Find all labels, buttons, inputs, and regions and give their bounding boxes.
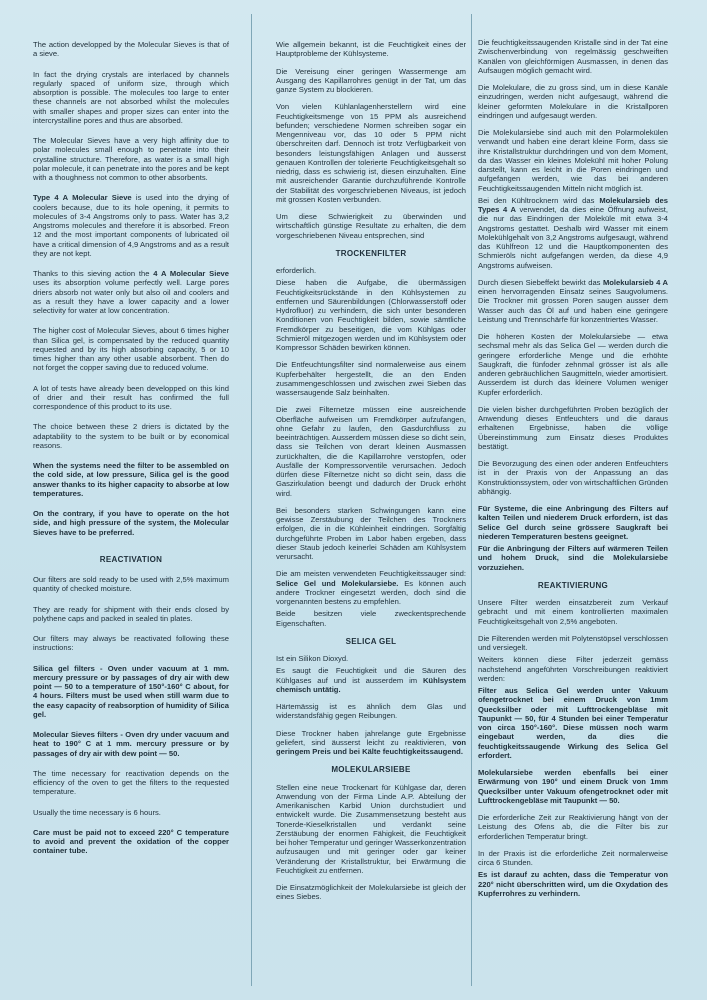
paragraph-text: Diese Trockner haben jahrelange gute Ergebnisse geliefert, sind äusserst leicht zu reaktivieren, [276,728,466,747]
paragraph-bold: Für Systeme, die eine Anbringung des Filters auf kalten Teilen und niederem Druck erfordern, ist das Selice Gel durch seine grössere Saugkraft bei niederen Temperaturen bestens geeignet. [478,504,668,541]
bold-term: Type 4 A Molecular Sieve [33,193,132,203]
paragraph: Our filters are sold ready to be used with 2,5% maximum quantity of checked moisture. [33,575,229,594]
paragraph [478,278,668,324]
paragraph: Die Bevorzugung des einen oder anderen Entfeuchters ist in der Praxis von der Anpassung an das Konstruktionssystem, oder von wirtschaftlichen Gründen abhängig. [478,459,668,496]
paragraph-text: verwendet, da dies eine Öffnung aufweist, die nur das Eindringen der Moleküle mit etwa 3-4 Angstroms gestattet. Deshalb wird Wasser mit einem Molekühlgehalt von 3,2 Angstroms aufgesaugt, während das Kühlfreon 12 und die Hauptkomponenten des Schmieröls nicht aufgefangen werden, da diese 4,9 Angstroms aufweisen. [478,205,669,270]
paragraph: The action developped by the Molecular Sieves is that of a sieve. [33,40,229,59]
paragraph-text: Die am meisten verwendeten Feuchtigkeitssauger sind: [276,569,466,579]
paragraph [276,569,466,606]
paragraph: Von vielen Kühlanlagenherstellern wird eine Feuchtigkeitsmenge von 15 PPM als ausreichend befunden; verschiedene Normen schreiben sogar ein Mengenniveau vor, das 10 oder 5 PPM nicht überschreiten darf. Dennoch ist trotz Verfügbarkeit von besonders leistungsfähigen Anlagen und äusserst genauen Kontrollen der tolerierte Feuchtigkeitsgehalt so niedrig, dass es schwierig ist, diesen einzuhalten. Eine mit ausreichender Garantie durchzuführende Kontrolle der Stabilität des vorgeschriebenen Niveaus, ist jedoch mit grossen Kosten verbunden. [276,102,466,204]
paragraph: The time necessary for reactivation depends on the efficiency of the oven to get the filters to the requested temperature. [33,768,229,797]
paragraph: Die Molekularsiebe sind auch mit den Polarmolekülen verwandt und haben eine derart kleine Form, dass sie ihre Kristallstruktur durchdringen und von dem Moment, da das Wasser ein kleines Molekühl mit hoher Polung darstellt, kann es leicht in die Poren eindringen und aufgefangen werden, wie das bei anderen Feuchtigkeitssaugenden Mitteln nicht möglich ist. [478,128,668,193]
paragraph: Die vielen bisher durchgeführten Proben bezüglich der Anwendung dieses Entfeuchters und die daraus erhaltenen Ergebnisse, haben die völlige Übereinstimmung zum Einsatz dieses Produktes bestätigt. [478,404,668,451]
paragraph-bold: Silica gel filters - Oven under vacuum at 1 mm. mercury pressure or by passages of dry air with dew point — 50 to a temperature of 150°-160° C about, for 4 hours. Filters must be used when still warm due to the easy capacity of reabsorption of humidity of Silica gel. [33,663,229,719]
paragraph-bold: Für die Anbringung der Filters auf wärmeren Teilen und hohem Druck, sind die Molekularsiebe vorzuziehen. [478,544,668,572]
paragraph: Weiters können diese Filter jederzeit gemäss nachstehend angeführten Vorschreibungen reaktiviert werden: [478,655,668,683]
paragraph: Diese haben die Aufgabe, die übermässigen Feuchtigkeitsrückstände in den Kühlsystemen zu entfernen und Säurenbildungen (Chlorwasserstoff oder Hydrofluor) zu verhindern, die sich unter besonderen Konditionen von Feuchtigkeit bilden, sowie sämtliche Fremdkörper zu beseitigen, die vom Kühlgas oder Schmieröl mitgezogen werden und im Kühlsystem oder Kompressor Schäden bewirken können. [276,278,466,352]
paragraph: Bei besonders starken Schwingungen kann eine gewisse Zerstäubung der Teilchen des Trockners erfolgen, die in die Kühleinheit eindringen. Sorgfältig durchgeführte Proben im Labor haben ergeben, dass dieser Staub jedoch keinerlei Schäden am Kühlsystem verursacht. [276,505,466,561]
bold-term: 4 A Molecular Sieve [153,269,230,278]
paragraph-bold: Es ist darauf zu achten, dass die Temperatur von 220° nicht überschritten wird, um die Oxydation des Kupferrohres zu verhindern. [478,870,668,898]
paragraph-text: einen hervorragenden Einsatz seines Saugvolumens. Die Trockner mit grossen Poren saugen ausser dem Wasser auch das Öl auf und haben eine geringere Leistung und Trennschärfe für konzentriertes Wasser. [478,287,668,324]
paragraph: Die Molekulare, die zu gross sind, um in diese Kanäle einzudringen, werden nicht aufgesaugt, während die kleiner geformten Molekulare in die Kristallporen eindringen und aufgesaugt werden. [478,83,668,120]
section-heading-molekularsiebe: MOLEKULARSIEBE [331,765,411,775]
section-heading-reactivation: REACTIVATION [99,554,163,564]
paragraph-bold: On the contrary, if you have to operate on the hot side, and high pressure of the system, the Molecular Sieves have to be preferred. [33,509,229,537]
paragraph [33,269,229,315]
paragraph-text: Durch diesen Siebeffekt bewirkt das [478,277,603,287]
paragraph: Die feuchtigkeitssaugenden Kristalle sind in der Tat eine Zwischenverbindung von regelmässig geschweiften Kanälen von gleichförmigen Ausmassen, in denen das Aufsaugen möglich gemacht wird. [478,38,668,75]
paragraph-bold: When the systems need the filter to be assembled on the cold side, at low pressure, Silica gel is the good answer thanks to its higher capacity to absorbe at low temperatures. [33,461,229,498]
paragraph: Our filters may always be reactivated following these instructions: [33,634,229,653]
section-heading-silica-gel: SELICA GEL [345,636,397,646]
paragraph: Um diese Schwierigkeit zu überwinden und wirtschaftlich günstige Resultate zu erhalten, die dem vorgeschriebenen Niveau entsprechen, sind [276,212,466,240]
section-heading-reaktivierung: REAKTIVIERUNG [537,580,609,590]
german-column-middle [276,40,466,910]
paragraph: Die Entfeuchtungsfilter sind normalerweise aus einem Kupferbehälter hergestellt, die an den Enden zusammengeschlossen und zwischen zwei Sieben das wassersaugende Salz beinhalten. [276,360,466,397]
paragraph-text: Bei den Kühltrocknern wird das [478,195,600,205]
paragraph: Die zwei Filternetze müssen eine ausreichende Oberfläche aufweisen um Fremdkörper aufzufangen, ohne Gefahr zu laufen, den Gasdurchfluss zu beeinträchtigen. Ausserdem müssen diese so dicht sein, dass sie Teilchen von derart kleinen Ausmassen zurückhalten, die die Kapillarrohre verstopfen, oder Ausfälle der Kompressorventile verursachen. Jedoch dürfen diese Filternetze nicht so dicht sein, dass die Gaszirkulation beengt und dadurch der Druck erhöht wird. [276,405,466,498]
paragraph [478,196,668,270]
paragraph: Die höheren Kosten der Molekularsiebe — etwa sechsmal mehr als das Selica Gel — werden durch die geringere erforderliche Menge und die erhöhte Saugkraft, die fünfoder zehnmal grösser ist als alle anderen gebräuchlichen Saugmitteln, wieder amortisiert. Ausserdem ist durch das kleinere Volumen weniger Kupfer erforderlich. [478,332,668,397]
paragraph: Härtemässig ist es ähnlich dem Glas und widerstandsfähig gegen Reibungen. [276,702,466,721]
paragraph: In fact the drying crystals are interlaced by channels regularly spaced of uniform size, through which absorption is possible. The molecules too large to enter these channels are not absorbed whilst the molecules with smaller shapes and proper sizes can enter into the intercrystalline pores and thus are absorbed. [33,69,229,125]
paragraph-bold: Care must be paid not to exceed 220° C temperature to avoid and prevent the oxidation of the copper container tube. [33,827,229,856]
bold-term: von geringem Preis und bei Kälte feuchtigkeitssaugend. [276,737,466,756]
paragraph: Beide besitzen viele zweckentsprechende Eigenschaften. [276,609,466,628]
column-divider-left [251,14,252,986]
column-divider-right [471,14,472,986]
paragraph: Usually the time necessary is 6 hours. [33,807,161,817]
paragraph: Ist ein Silikon Dioxyd. [276,654,349,663]
bold-term: Selice Gel und Molekularsiebe. [276,578,399,588]
paragraph-text: uses its absorption volume perfectly well. Large pores driers absorb not water only but also oil and coolers and as a result they have a lower capacity and a lower selectivity for water at low concentration. [33,278,229,315]
paragraph: Die Einsatzmöglichkeit der Molekularsiebe ist gleich der eines Siebes. [276,883,466,902]
paragraph [33,193,229,258]
english-column [33,40,229,867]
paragraph-bold: Molekularsiebe werden ebenfalls bei einer Erwärmung von 190° und einem Druck von 1mm Quecksilber unter Vakuum ofengetrocknet oder mit Lufttrockengebläse mit Taupunkt — 50. [478,768,668,805]
paragraph: In der Praxis ist die erforderliche Zeit normalerweise circa 6 Stunden. [478,848,668,867]
paragraph-bold: Filter aus Selica Gel werden unter Vakuum ofengetrocknet bei einem Druck von 1mm Quecksilber oder mit Lufttrockengebläse mit Taupunkt — 50, für 4 Stunden bei einer Temperatur von circa 150°-160°. Diese müssen noch warm eingebaut werden, da dies die feuchtigkeitssaugende Wirkung des Selica Gel erfordert. [478,686,668,760]
paragraph: The Molecular Sieves have a very high affinity due to polar molecules small enough to penetrate into their crystalline structure. Therefore, as water is a small high polar molecule, it can penetrate into the pores and be kept with a thoughness not common to other absorbents. [33,136,229,182]
paragraph: The higher cost of Molecular Sieves, about 6 times higher than Silica gel, is compensated by the reduced quantity requested and by its high absorbing capacity, 5 or 10 times higher than any other usable absorbent. Then do not forget the copper saving due to reduced volume. [33,326,229,373]
paragraph-text: Thanks to this sieving action the [33,269,154,278]
paragraph: A lot of tests have already been developped on this kind of drier and their result has confirmed the full correspondence of this product to its use. [33,383,229,411]
paragraph: Stellen eine neue Trockenart für Kühlgase dar, deren Anwendung von der Firma Linde A.P. Abteilung der Amerikanischen Karbid Union durchstudiert und entwickelt wurde. Die Zusammensetzung besteht aus Tonerde-Kieselkristallen und verdankt seine Zerstäubung der enormen Fähigkeit, die Feuchtigkeit bei hoher Temperatur und geringer Wasserkonzentration aufzusaugen und mit geringer oder gar keiner Veränderung der Kristallstruktur, bei Erwärmung die Feuchtigkeit zu entfernen. [276,782,466,875]
paragraph: Die Filterenden werden mit Polytenstöpsel verschlossen und versiegelt. [478,633,668,652]
bold-term: Molekularsieb des Types 4 A [478,195,668,214]
paragraph: erforderlich. [276,266,317,275]
paragraph: Wie allgemein bekannt, ist die Feuchtigkeit eines der Hauptprobleme der Kühlsysteme. [276,40,466,59]
bold-term: Molekularsieb 4 A [602,277,668,287]
paragraph-bold: Molecular Sieves filters - Oven dry under vacuum and heat to 190° C at 1 mm. mercury pressure or by passages of dry air with dew point — 50. [33,730,229,758]
bold-term: Kühlsystem chemisch untätig. [276,675,466,694]
paragraph: Die Vereisung einer geringen Wassermenge am Ausgang des Kapillarrohres genügt in der Tat, um das ganze System zu blockieren. [276,66,466,94]
paragraph-text: Es können auch andere Trockner eingesetzt werden, doch sind die vorgenannten bestens zu empfehlen. [276,578,466,606]
paragraph: The choice between these 2 driers is dictated by the adaptability to the system to be built or by economical reasons. [33,422,229,450]
section-heading-trockenfilter: TROCKENFILTER [335,248,407,258]
paragraph-text: is used into the drying of coolers because, due to its hole opening, it permits to molecules of 3-4 Angstroms only to pass. Water has 3,2 Angstroms molecules and therefore it is absorbed. Freon 12 and the most important components of lubricated oil have a critical dimension of 4,9 Angstroms and as a result they are not kept. [33,193,229,258]
paragraph [276,666,466,694]
paragraph [276,729,466,757]
paragraph: Die erforderliche Zeit zur Reaktivierung hängt von der Leistung des Ofens ab, die die Filter bis zur erforderlichen Temperatur bringt. [478,813,668,841]
paragraph: Unsere Filter werden einsatzbereit zum Verkauf gebracht und mit einem kontrollierten maximalen Feuchtigkeitsgehalt von 2,5% angeboten. [478,598,668,626]
german-column-right [478,38,668,906]
paragraph-text: Es saugt die Feuchtigkeit und die Säuren des Kühlgases auf und ist ausserdem im [276,666,466,685]
paragraph: They are ready for shipment with their ends closed by polythene caps and packed in sealed tin plates. [33,604,229,623]
